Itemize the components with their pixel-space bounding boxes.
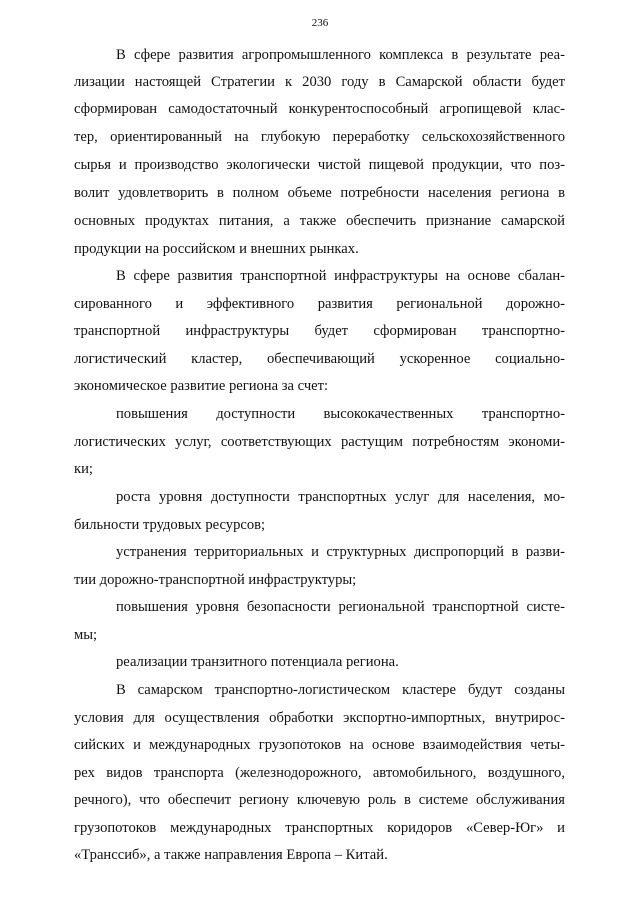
paragraph-2-line-5: экономическое развитие региона за счет:: [74, 378, 329, 394]
paragraph-3-line-7: «Транссиб», а также направления Европа – Китай.: [74, 847, 388, 863]
paragraph-2-line-4: логистический кластер, обеспечивающий ускоренное социально-: [74, 351, 565, 367]
paragraph-3-line-2: условия для осуществления обработки экспортно-импортных, внутрирос-: [74, 710, 565, 726]
list-item-4-line-1: повышения уровня безопасности региональной транспортной систе-: [116, 599, 565, 615]
list-item-3-line-2: тии дорожно-транспортной инфраструктуры;: [74, 572, 357, 588]
paragraph-2-line-2: сированного и эффективного развития региональной дорожно-: [74, 296, 565, 312]
paragraph-1-line-6: волит удовлетворить в полном объеме потребности населения региона в: [74, 185, 565, 201]
paragraph-3-line-3: сийских и международных грузопотоков на основе взаимодействия четы-: [74, 737, 565, 753]
page-number: 236: [311, 17, 329, 29]
paragraph-1-line-5: сырья и производство экологически чистой пищевой продукции, что поз-: [74, 157, 565, 173]
paragraph-2-line-3: транспортной инфраструктуры будет сформирован транспортно-: [74, 323, 565, 339]
paragraph-3-line-5: речного), что обеспечит региону ключевую роль в системе обслуживания: [74, 792, 565, 808]
paragraph-3-line-4: рех видов транспорта (железнодорожного, автомобильного, воздушного,: [74, 765, 565, 781]
paragraph-1-line-7: основных продуктах питания, а также обеспечить признание самарской: [74, 213, 565, 229]
paragraph-1-line-3: сформирован самодостаточный конкурентоспособный агропищевой клас-: [74, 101, 565, 117]
list-item-2-line-2: бильности трудовых ресурсов;: [74, 517, 266, 533]
list-item-1-line-1: повышения доступности высококачественных транспортно-: [116, 406, 565, 422]
paragraph-3-line-6: грузопотоков международных транспортных коридоров «Север-Юг» и: [74, 820, 565, 836]
list-item-1-line-2: логистических услуг, соответствующих растущим потребностям экономи-: [74, 434, 565, 450]
list-item-3-line-1: устранения территориальных и структурных диспропорций в разви-: [116, 544, 565, 560]
paragraph-2-line-1: В сфере развития транспортной инфраструктуры на основе сбалан-: [116, 268, 565, 284]
list-item-5-line-1: реализации транзитного потенциала региона.: [116, 654, 399, 670]
paragraph-1-line-4: тер, ориентированный на глубокую переработку сельскохозяйственного: [74, 129, 565, 145]
list-item-4-line-2: мы;: [74, 627, 98, 643]
list-item-1-line-3: ки;: [74, 461, 93, 477]
paragraph-1-line-1: В сфере развития агропромышленного комплекса в результате реа-: [116, 47, 565, 63]
paragraph-1-line-8: продукции на российском и внешних рынках.: [74, 241, 359, 257]
paragraph-1-line-2: лизации настоящей Стратегии к 2030 году в Самарской области будет: [74, 74, 565, 90]
paragraph-3-line-1: В самарском транспортно-логистическом кластере будут созданы: [116, 682, 565, 698]
list-item-2-line-1: роста уровня доступности транспортных услуг для населения, мо-: [116, 489, 565, 505]
